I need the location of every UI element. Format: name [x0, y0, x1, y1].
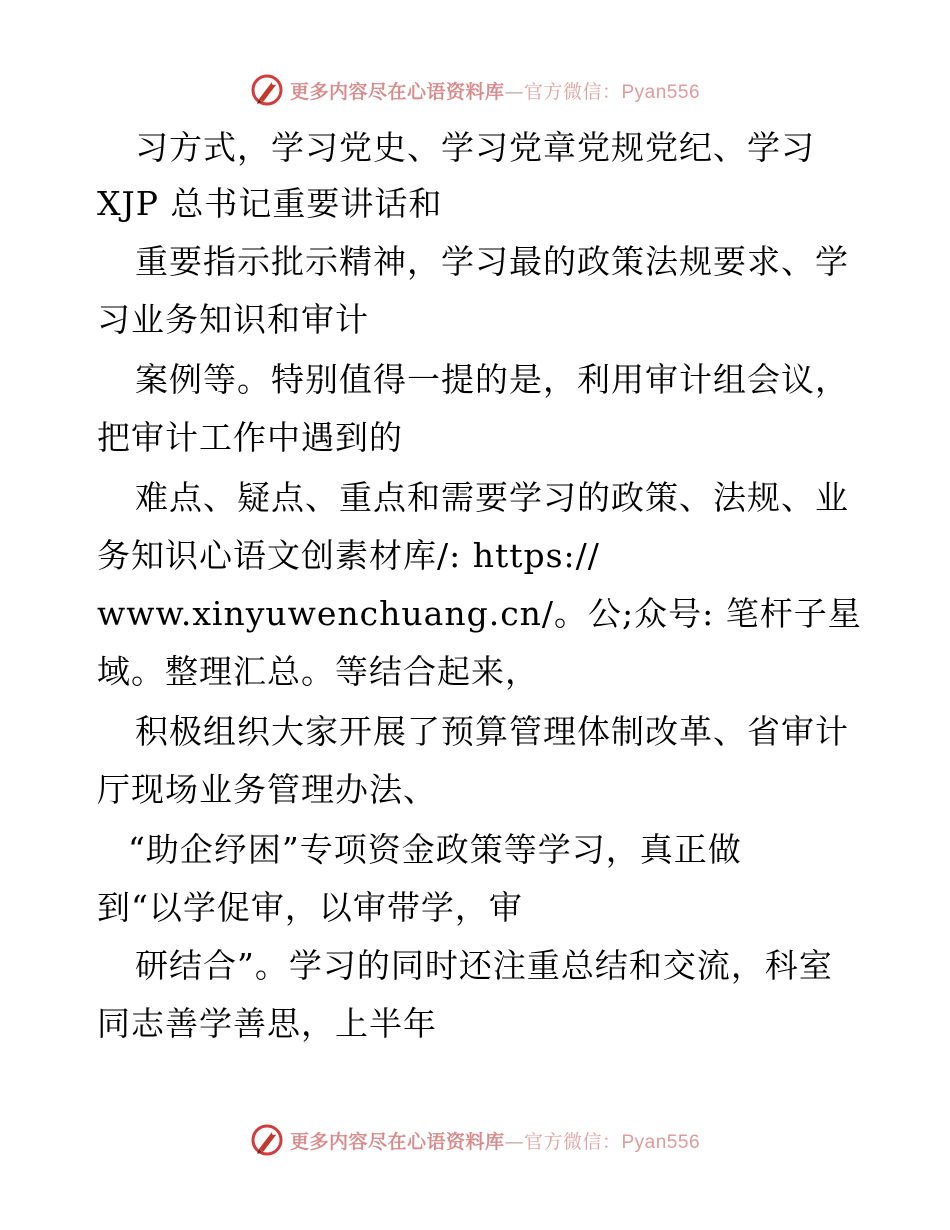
pen-logo-icon [250, 1123, 284, 1157]
header-banner [0, 70, 950, 110]
body-line: 案例等。特别值得一提的是，利用审计组会议， [135, 360, 849, 399]
body-line: 到“以学促审，以审带学，审 [97, 888, 523, 927]
body-line: 务知识心语文创素材库/: https:// [97, 536, 600, 575]
banner-dash: — [504, 1130, 524, 1153]
body-line: 积极组织大家开展了预算管理体制改革、省审计 [135, 712, 849, 751]
body-line: 习业务知识和审计 [97, 300, 369, 339]
body-line: 难点、疑点、重点和需要学习的政策、法规、业 [135, 478, 849, 517]
body-line: 域。整理汇总。等结合起来， [97, 652, 539, 691]
body-line: 重要指示批示精神，学习最的政策法规要求、学 [135, 242, 849, 281]
body-line: 习方式，学习党史、学习党章党规党纪、学习 [135, 128, 815, 167]
body-line: www.xinyuwenchuang.cn/。公;众号: 笔杆子星 [97, 594, 862, 633]
banner-wechat-label: 官方微信： [523, 80, 622, 103]
banner-wechat-id: Pyan556 [621, 81, 701, 103]
body-line: 把审计工作中遇到的 [97, 418, 403, 457]
footer-banner [0, 1120, 950, 1160]
pen-logo-icon [250, 73, 284, 107]
body-line: XJP 总书记重要讲话和 [97, 184, 443, 223]
banner-wechat-id: Pyan556 [621, 1131, 701, 1153]
banner-dash: — [504, 80, 524, 103]
body-line: 厅现场业务管理办法、 [97, 770, 437, 809]
body-line: “助企纾困”专项资金政策等学习，真正做 [128, 830, 742, 869]
body-line: 研结合”。学习的同时还注重总结和交流，科室 [135, 946, 833, 985]
banner-wechat-label: 官方微信： [523, 1130, 622, 1153]
banner-site-text: 更多内容尽在心语资料库 [289, 1130, 505, 1153]
body-line: 同志善学善思，上半年 [97, 1004, 437, 1043]
banner-site-text: 更多内容尽在心语资料库 [289, 80, 505, 103]
